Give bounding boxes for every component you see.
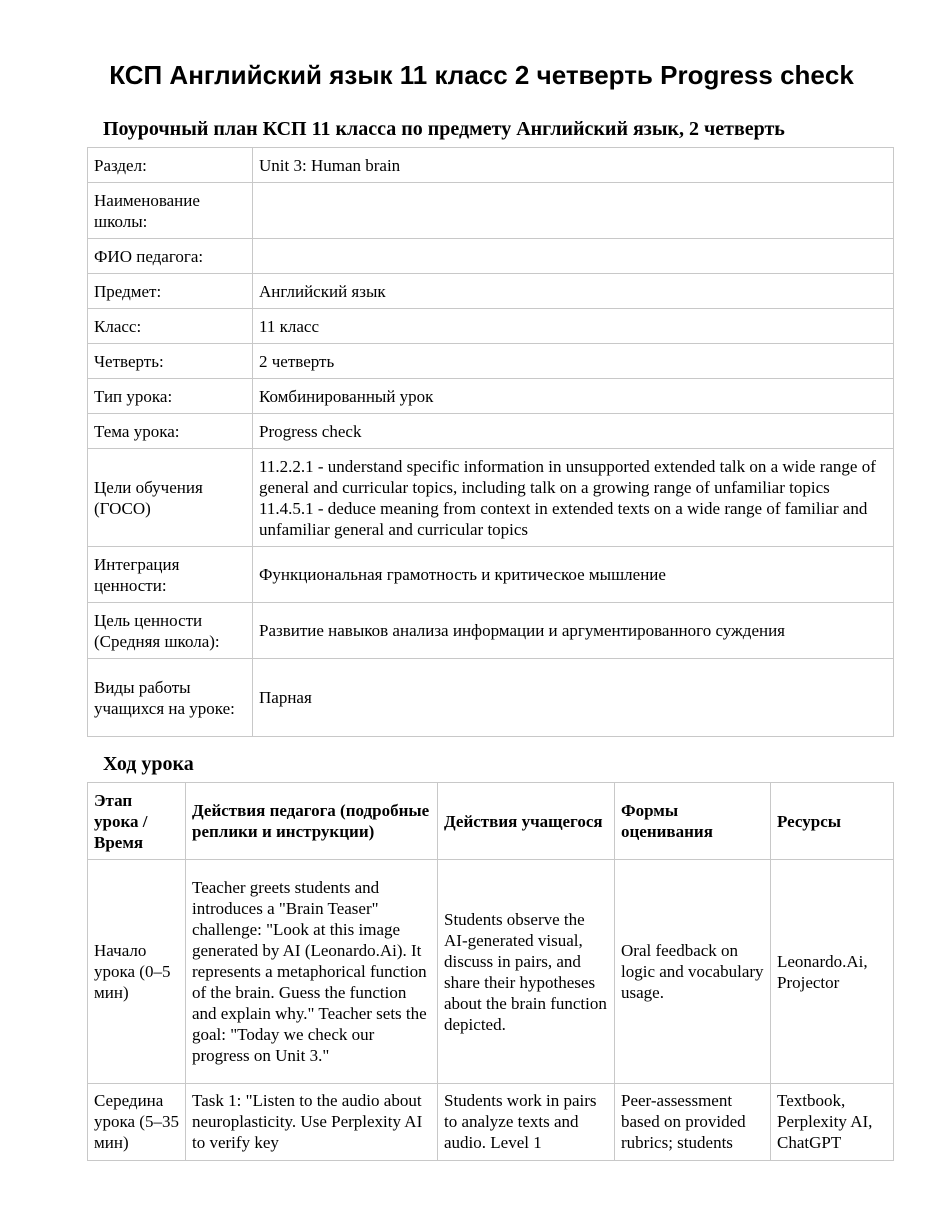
assessment-cell: Oral feedback on logic and vocabulary usage. xyxy=(615,860,771,1084)
info-label: Цель ценности (Средняя школа): xyxy=(88,603,253,659)
stage-cell: Середина урока (5–35 мин) xyxy=(88,1084,186,1161)
teacher-actions-cell: Task 1: "Listen to the audio about neuroplasticity. Use Perplexity AI to verify key xyxy=(186,1084,438,1161)
info-value: Английский язык xyxy=(253,274,894,309)
info-row-teacher-name xyxy=(88,239,894,274)
resources-cell: Leonardo.Ai, Projector xyxy=(771,860,894,1084)
info-label: Цели обучения (ГОСО) xyxy=(88,449,253,547)
info-label: Предмет: xyxy=(88,274,253,309)
info-row-learning-objectives xyxy=(88,449,894,547)
lesson-info-table xyxy=(87,147,894,737)
page-title: КСП Английский язык 11 класс 2 четверть Progress check xyxy=(109,60,854,90)
info-row-school xyxy=(88,183,894,239)
info-label: Виды работы учащихся на уроке: xyxy=(88,659,253,737)
info-label: Тема урока: xyxy=(88,414,253,449)
info-value: 11 класс xyxy=(253,309,894,344)
student-actions-cell: Students work in pairs to analyze texts and audio. Level 1 xyxy=(438,1084,615,1161)
column-header-stage: Этап урока / Время xyxy=(88,783,186,860)
info-label: Класс: xyxy=(88,309,253,344)
info-row-lesson-type xyxy=(88,379,894,414)
info-row-value-integration xyxy=(88,547,894,603)
column-header-resources: Ресурсы xyxy=(771,783,894,860)
info-row-quarter xyxy=(88,344,894,379)
column-header-teacher-actions: Действия педагога (подробные реплики и инструкции) xyxy=(186,783,438,860)
lesson-table-header-row xyxy=(88,783,894,860)
column-header-student-actions: Действия учащегося xyxy=(438,783,615,860)
info-label: Четверть: xyxy=(88,344,253,379)
info-value: Парная xyxy=(253,659,894,737)
info-label: Раздел: xyxy=(88,148,253,183)
stage-cell: Начало урока (0–5 мин) xyxy=(88,860,186,1084)
teacher-actions-cell: Teacher greets students and introduces a "Brain Teaser" challenge: "Look at this image generated by AI (Leonardo.Ai). It represents a metaphorical function of the brain. Guess the function and explain why." Teacher sets the goal: "Today we check our progress on Unit 3." xyxy=(186,860,438,1084)
table-row xyxy=(88,860,894,1084)
info-value: Развитие навыков анализа информации и аргументированного суждения xyxy=(253,603,894,659)
info-row-work-types xyxy=(88,659,894,737)
plan-heading: Поурочный план КСП 11 класса по предмету Английский язык, 2 четверть xyxy=(103,118,785,140)
info-label: ФИО педагога: xyxy=(88,239,253,274)
info-value xyxy=(253,239,894,274)
info-label: Интеграция ценности: xyxy=(88,547,253,603)
info-row-subject xyxy=(88,274,894,309)
student-actions-cell: Students observe the AI-generated visual, discuss in pairs, and share their hypotheses about the brain function depicted. xyxy=(438,860,615,1084)
info-row-value-goal xyxy=(88,603,894,659)
info-row-grade xyxy=(88,309,894,344)
info-value: Unit 3: Human brain xyxy=(253,148,894,183)
info-row-section xyxy=(88,148,894,183)
assessment-cell: Peer-assessment based on provided rubrics; students xyxy=(615,1084,771,1161)
lesson-flow-heading: Ход урока xyxy=(103,753,194,775)
info-value: 2 четверть xyxy=(253,344,894,379)
info-value: 11.2.2.1 - understand specific information in unsupported extended talk on a wide range of general and curricular topics, including talk on a growing range of unfamiliar topics 11.4.5.1 - deduce meaning from context in extended texts on a wide range of familiar and unfamiliar general and curricular topics xyxy=(253,449,894,547)
table-row xyxy=(88,1084,894,1161)
column-header-assessment: Формы оценивания xyxy=(615,783,771,860)
info-label: Наименование школы: xyxy=(88,183,253,239)
resources-cell: Textbook, Perplexity AI, ChatGPT xyxy=(771,1084,894,1161)
info-value xyxy=(253,183,894,239)
info-row-lesson-topic xyxy=(88,414,894,449)
info-label: Тип урока: xyxy=(88,379,253,414)
lesson-flow-table xyxy=(87,782,894,1161)
info-value: Progress check xyxy=(253,414,894,449)
info-value: Комбинированный урок xyxy=(253,379,894,414)
info-value: Функциональная грамотность и критическое мышление xyxy=(253,547,894,603)
